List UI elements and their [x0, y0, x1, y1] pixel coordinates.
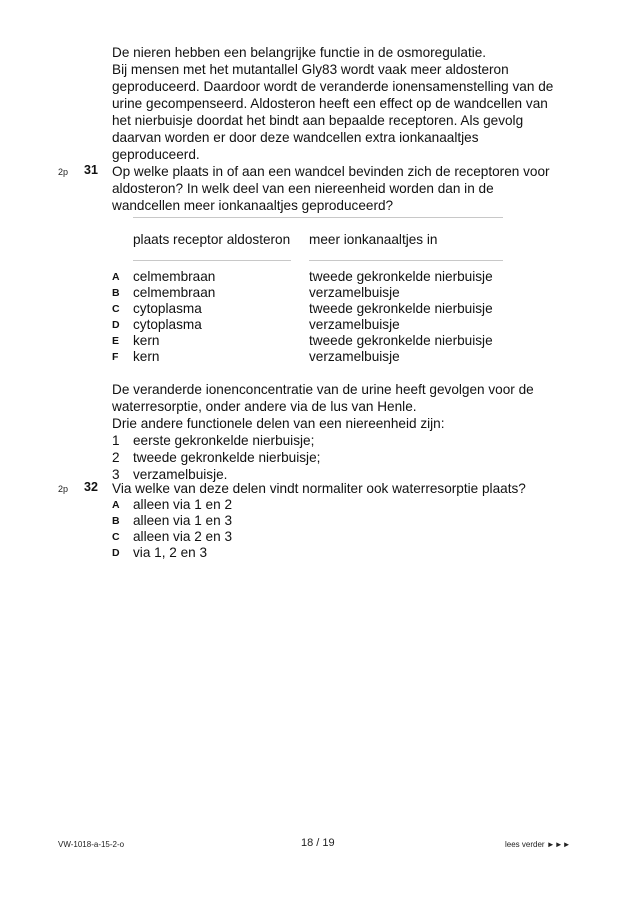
- option-text: via 1, 2 en 3: [133, 545, 208, 560]
- option-col2: verzamelbuisje: [309, 349, 400, 364]
- intro-line: urine gecompenseerd. Aldosteron heeft een effect op de wandcellen van: [112, 96, 548, 111]
- option-col2: verzamelbuisje: [309, 285, 400, 300]
- list-text: eerste gekronkelde nierbuisje;: [133, 433, 315, 448]
- option-letter: B: [112, 515, 120, 527]
- list-number: 2: [112, 450, 120, 465]
- exam-code: VW-1018-a-15-2-o: [58, 840, 125, 849]
- option-col1: cytoplasma: [133, 301, 202, 316]
- option-text: alleen via 1 en 2: [133, 497, 233, 512]
- option-letter: A: [112, 271, 120, 283]
- option-col1: kern: [133, 349, 160, 364]
- question-points: 2p: [58, 167, 69, 177]
- option-col1: kern: [133, 333, 160, 348]
- option-col1: celmembraan: [133, 269, 216, 284]
- option-text: alleen via 2 en 3: [133, 529, 233, 544]
- option-letter: C: [112, 531, 120, 543]
- intro-line: daarvan worden er door deze wandcellen extra ionkanaaltjes: [112, 130, 479, 145]
- intro-line: Bij mensen met het mutantallel Gly83 wordt vaak meer aldosteron: [112, 62, 509, 77]
- list-number: 1: [112, 433, 120, 448]
- question-line: Op welke plaats in of aan een wandcel bevinden zich de receptoren voor: [112, 164, 550, 179]
- intro-line: het nierbuisje doordat het bindt aan bepaalde receptoren. Als gevolg: [112, 113, 524, 128]
- question-line: aldosteron? In welk deel van een niereenheid worden dan in de: [112, 181, 494, 196]
- option-col2: tweede gekronkelde nierbuisje: [309, 269, 493, 284]
- table-top-rule: [133, 217, 503, 218]
- question-line: wandcellen meer ionkanaaltjes geproduceerd?: [112, 198, 394, 213]
- option-col2: tweede gekronkelde nierbuisje: [309, 333, 493, 348]
- option-letter: E: [112, 335, 120, 347]
- list-text: verzamelbuisje.: [133, 467, 228, 482]
- table-header-rule: [309, 260, 503, 261]
- table-header-col2: meer ionkanaaltjes in: [309, 232, 438, 247]
- option-col2: tweede gekronkelde nierbuisje: [309, 301, 493, 316]
- list-text: tweede gekronkelde nierbuisje;: [133, 450, 321, 465]
- next-page-indicator: lees verder ►►►: [505, 840, 571, 849]
- intro-line: geproduceerd. Daardoor wordt de veranderde ionensamenstelling van de: [112, 79, 554, 94]
- option-letter: F: [112, 351, 119, 363]
- question-number: 32: [84, 480, 98, 494]
- option-letter: B: [112, 287, 120, 299]
- option-letter: C: [112, 303, 120, 315]
- intro-line: geproduceerd.: [112, 147, 200, 162]
- option-letter: D: [112, 547, 120, 559]
- question-points: 2p: [58, 484, 69, 494]
- mid-line: waterresorptie, onder andere via de lus van Henle.: [112, 399, 417, 414]
- option-letter: A: [112, 499, 120, 511]
- list-number: 3: [112, 467, 120, 482]
- option-col2: verzamelbuisje: [309, 317, 400, 332]
- mid-line: De veranderde ionenconcentratie van de urine heeft gevolgen voor de: [112, 382, 534, 397]
- option-col1: cytoplasma: [133, 317, 202, 332]
- intro-line: De nieren hebben een belangrijke functie in de osmoregulatie.: [112, 45, 487, 60]
- mid-line: Drie andere functionele delen van een niereenheid zijn:: [112, 416, 445, 431]
- table-header-col1: plaats receptor aldosteron: [133, 232, 291, 247]
- page-number: 18 / 19: [301, 837, 335, 849]
- option-col1: celmembraan: [133, 285, 216, 300]
- table-header-rule: [133, 260, 291, 261]
- option-text: alleen via 1 en 3: [133, 513, 233, 528]
- question-number: 31: [84, 163, 98, 177]
- question-line: Via welke van deze delen vindt normaliter ook waterresorptie plaats?: [112, 481, 526, 496]
- option-letter: D: [112, 319, 120, 331]
